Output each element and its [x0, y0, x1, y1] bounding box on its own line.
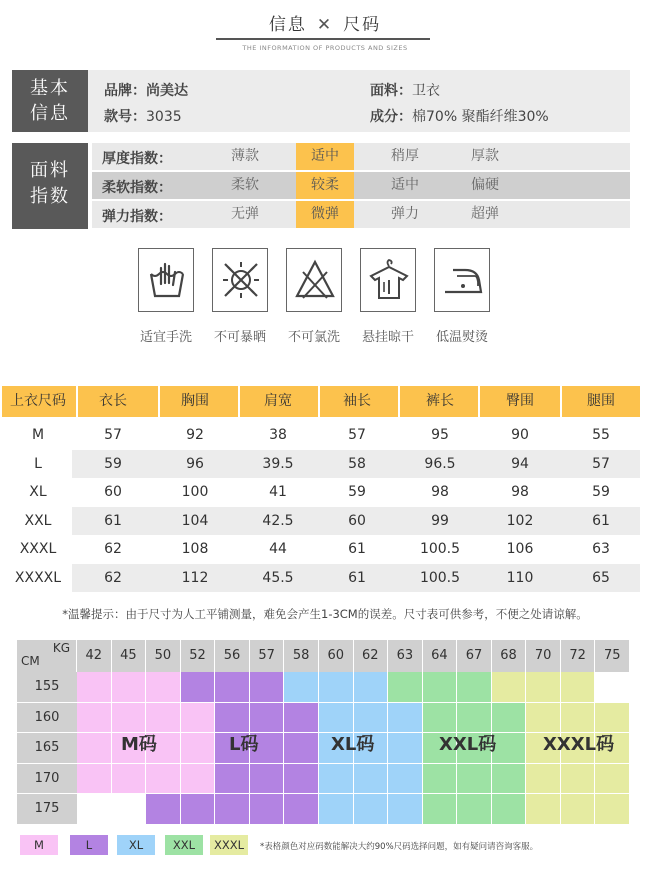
care-caption: 低温熨烫	[435, 330, 488, 345]
fabric-value: 卫衣	[412, 83, 440, 99]
size-cell-xxl	[457, 703, 492, 734]
size-header-cell: 裤长	[426, 393, 454, 409]
weight-header: 50	[146, 640, 181, 672]
size-cell-xl	[388, 794, 423, 825]
title-size: 尺码	[343, 15, 382, 35]
care-caption: 适宜手洗	[139, 330, 192, 345]
size-cell-xl	[354, 703, 389, 734]
zone-label: L码	[229, 734, 259, 755]
fabric-field	[370, 80, 440, 100]
fabric-index-label-line1: 面料	[30, 160, 70, 181]
height-header: 170	[17, 764, 77, 795]
hand-wash-icon	[138, 248, 194, 312]
height-header: 155	[17, 672, 77, 703]
size-cell-l	[284, 733, 319, 764]
size-cell-m	[77, 703, 112, 734]
zone-label: M码	[121, 734, 157, 755]
fabric-index-name: 厚度指数：	[102, 151, 172, 167]
size-cell-xxl	[457, 764, 492, 795]
fabric-option-selected: 适中	[296, 143, 354, 170]
fabric-index-panel	[12, 143, 630, 229]
size-table-cell: 57	[592, 455, 610, 472]
size-table-cell: 112	[181, 569, 209, 586]
fabric-option: 柔软	[231, 177, 259, 193]
size-table-cell: 60	[348, 512, 366, 529]
weight-header: 72	[561, 640, 596, 672]
size-cell-xxl	[423, 703, 458, 734]
brand-key: 品牌：	[104, 83, 146, 99]
fabric-option-selected: 较柔	[296, 172, 354, 199]
size-cell-m	[77, 764, 112, 795]
size-cell-m	[112, 672, 147, 703]
size-table-cell: 106	[506, 541, 534, 557]
no-sun-icon	[212, 248, 268, 312]
size-table-cell: 90	[511, 427, 529, 443]
fabric-key: 面料：	[370, 83, 412, 99]
low-iron-icon	[434, 248, 490, 312]
size-cell-xl	[319, 764, 354, 795]
size-table-cell: M	[31, 427, 45, 443]
size-table-row	[0, 507, 650, 535]
size-header-cell: 臀围	[506, 393, 534, 409]
size-cell-l	[284, 764, 319, 795]
legend-note: *表格颜色对应码数能解决大约90%尺码选择问题，如有疑问请咨询客服。	[260, 842, 539, 852]
size-cell-xxl	[388, 672, 423, 703]
size-cell-xxxl	[561, 672, 596, 703]
size-cell-l	[250, 764, 285, 795]
size-cell-xxxl	[561, 794, 596, 825]
size-table-cell: 60	[104, 484, 122, 500]
size-table-cell: XL	[29, 484, 47, 500]
size-table-cell: 65	[592, 569, 610, 586]
weight-header: 52	[181, 640, 216, 672]
care-caption: 不可暴晒	[213, 330, 266, 345]
basic-info-panel	[12, 70, 630, 132]
measurement-tip: *温馨提示：由于尺寸为人工平铺测量，难免会产生1-3CM的误差。尺寸表可供参考，不便之处请谅解。	[62, 607, 588, 621]
cm-label: CM	[21, 654, 40, 668]
fabric-index-name: 柔软指数：	[102, 180, 172, 196]
fabric-index-row	[92, 143, 630, 170]
size-cell-m	[181, 703, 216, 734]
weight-header: 70	[526, 640, 561, 672]
size-cell-xl	[388, 733, 423, 764]
size-table-cell: 59	[592, 484, 610, 500]
size-cell-empty	[595, 672, 630, 703]
size-cell-l	[215, 794, 250, 825]
section-title	[0, 10, 650, 35]
no-bleach-icon	[286, 248, 342, 312]
size-cell-m	[77, 733, 112, 764]
size-table-cell: 61	[348, 569, 366, 586]
size-cell-m	[146, 703, 181, 734]
legend-swatch-xxxl: XXXL	[210, 835, 248, 855]
weight-header: 64	[423, 640, 458, 672]
title-info: 信息	[268, 15, 307, 35]
fabric-option: 无弹	[231, 206, 259, 222]
size-cell-xxxl	[526, 764, 561, 795]
composition-field	[370, 106, 549, 126]
size-table-cell: 102	[506, 512, 534, 529]
size-table-cell: 58	[348, 455, 366, 472]
fabric-index-label-line2: 指数	[30, 186, 70, 207]
basic-info-label	[12, 70, 88, 132]
size-table-cell: 57	[348, 427, 366, 443]
fabric-option: 弹力	[391, 206, 419, 222]
size-cell-xxl	[423, 672, 458, 703]
weight-header: 42	[77, 640, 112, 672]
legend-swatch-xl: XL	[117, 835, 155, 855]
size-table-cell: L	[34, 455, 42, 472]
size-cell-l	[284, 703, 319, 734]
style-key: 款号：	[104, 109, 146, 125]
basic-info-label-line1: 基本	[30, 78, 70, 99]
brand-value: 尚美达	[146, 83, 188, 99]
size-cell-xxl	[492, 703, 527, 734]
size-cell-xxxl	[561, 764, 596, 795]
size-cell-l	[250, 703, 285, 734]
size-header-cell: 衣长	[99, 393, 127, 409]
size-cell-xl	[319, 703, 354, 734]
style-value: 3035	[146, 109, 182, 125]
size-table-cell: 99	[431, 512, 449, 529]
size-table-cell: 57	[104, 427, 122, 443]
height-header: 160	[17, 703, 77, 734]
fabric-option-selected: 微弹	[296, 201, 354, 228]
size-table-cell: 100	[181, 484, 209, 500]
size-cell-xxxl	[561, 703, 596, 734]
size-cell-xxl	[423, 794, 458, 825]
weight-header: 75	[595, 640, 630, 672]
zone-label: XXXL码	[543, 734, 615, 755]
size-cell-l	[215, 672, 250, 703]
size-cell-l	[215, 703, 250, 734]
size-cell-xxl	[492, 764, 527, 795]
size-table-cell: 110	[506, 569, 534, 586]
title-separator: ✕	[316, 15, 334, 35]
size-cell-xl	[319, 672, 354, 703]
fabric-index-name: 弹力指数：	[102, 209, 172, 225]
size-cell-l	[215, 764, 250, 795]
fabric-option: 厚款	[471, 148, 499, 164]
size-table-row	[0, 564, 650, 592]
weight-header: 45	[112, 640, 147, 672]
size-cell-m	[112, 764, 147, 795]
size-table-header	[0, 386, 650, 417]
size-color-legend	[20, 835, 630, 857]
care-caption: 悬挂晾干	[361, 330, 414, 345]
size-table-cell: 96	[186, 455, 204, 472]
composition-key: 成分：	[370, 109, 412, 125]
size-cell-m	[181, 764, 216, 795]
fabric-option: 薄款	[231, 148, 259, 164]
size-table-row	[0, 421, 650, 449]
size-table-cell: XXL	[24, 512, 52, 529]
basic-info-label-line2: 信息	[30, 103, 70, 124]
size-header-cell: 上衣尺码	[10, 393, 66, 409]
size-table-cell: 39.5	[262, 455, 294, 472]
size-table-cell: 41	[269, 484, 287, 500]
size-cell-xxxl	[595, 703, 630, 734]
size-cell-m	[146, 764, 181, 795]
size-table-cell: 94	[511, 455, 529, 472]
size-cell-empty	[112, 794, 147, 825]
title-underline	[216, 38, 430, 40]
grid-corner	[17, 640, 77, 672]
size-table-cell: XXXXL	[14, 569, 62, 586]
brand-field	[104, 80, 188, 100]
legend-swatch-xxl: XXL	[165, 835, 203, 855]
hang-dry-icon	[360, 248, 416, 312]
size-table-cell: 108	[181, 541, 209, 557]
size-cell-xxl	[457, 794, 492, 825]
fabric-index-label	[12, 143, 88, 229]
fabric-index-row	[92, 172, 630, 199]
size-table-cell: 61	[592, 512, 610, 529]
size-header-cell: 袖长	[343, 393, 371, 409]
size-cell-m	[181, 733, 216, 764]
zone-label: XL码	[331, 734, 375, 755]
weight-header: 60	[319, 640, 354, 672]
fabric-option: 适中	[391, 177, 419, 193]
size-table-cell: 63	[592, 541, 610, 557]
size-cell-l	[250, 672, 285, 703]
weight-header: 56	[215, 640, 250, 672]
size-cell-m	[112, 703, 147, 734]
size-cell-xxxl	[526, 672, 561, 703]
size-header-cell: 腿围	[587, 393, 615, 409]
height-header: 175	[17, 794, 77, 825]
size-cell-xl	[388, 703, 423, 734]
weight-header: 68	[492, 640, 527, 672]
size-table-cell: 59	[348, 484, 366, 500]
size-header-cell: 胸围	[181, 393, 209, 409]
size-table-cell: 62	[104, 541, 122, 557]
care-caption: 不可氯洗	[287, 330, 340, 345]
size-cell-m	[146, 672, 181, 703]
size-cell-xl	[388, 764, 423, 795]
weight-header: 57	[250, 640, 285, 672]
size-cell-xxxl	[492, 672, 527, 703]
size-cell-l	[284, 794, 319, 825]
fabric-option: 稍厚	[391, 148, 419, 164]
size-cell-xxxl	[526, 794, 561, 825]
size-table-cell: 98	[431, 484, 449, 500]
weight-header: 62	[354, 640, 389, 672]
size-cell-xl	[354, 672, 389, 703]
size-table-cell: 96.5	[424, 455, 456, 472]
size-cell-l	[181, 794, 216, 825]
size-header-cell: 肩宽	[264, 393, 292, 409]
size-table-cell: 104	[181, 512, 209, 529]
legend-swatch-l: L	[70, 835, 108, 855]
size-cell-xxl	[492, 794, 527, 825]
size-table-cell: 100.5	[419, 569, 461, 586]
size-table-row	[0, 535, 650, 563]
fabric-index-row	[92, 201, 630, 228]
size-recommend-grid	[17, 640, 630, 828]
size-table-cell: 95	[431, 427, 449, 443]
size-table-cell: 38	[269, 427, 287, 443]
size-cell-xxxl	[595, 764, 630, 795]
weight-header: 67	[457, 640, 492, 672]
size-table-cell: 55	[592, 427, 610, 443]
weight-header: 63	[388, 640, 423, 672]
size-cell-xxl	[492, 733, 527, 764]
size-table-cell: 61	[104, 512, 122, 529]
size-table-row	[0, 450, 650, 478]
size-table-cell: XXXL	[19, 541, 57, 557]
size-table-cell: 62	[104, 569, 122, 586]
size-table-cell: 98	[511, 484, 529, 500]
fabric-option: 偏硬	[471, 177, 499, 193]
size-table-row	[0, 478, 650, 506]
size-cell-l	[146, 794, 181, 825]
size-cell-xxxl	[526, 703, 561, 734]
size-cell-xl	[284, 672, 319, 703]
size-cell-xl	[319, 794, 354, 825]
style-field	[104, 106, 182, 126]
size-cell-xxl	[457, 672, 492, 703]
size-cell-xxl	[423, 764, 458, 795]
size-cell-xxxl	[595, 794, 630, 825]
zone-label: XXL码	[439, 734, 497, 755]
size-table-cell: 61	[348, 541, 366, 557]
weight-header: 58	[284, 640, 319, 672]
height-header: 165	[17, 733, 77, 764]
size-table-cell: 42.5	[262, 512, 294, 529]
size-cell-l	[181, 672, 216, 703]
size-table-cell: 45.5	[262, 569, 294, 586]
size-table-cell: 92	[186, 427, 204, 443]
section-subtitle: THE INFORMATION OF PRODUCTS AND SIZES	[242, 44, 408, 52]
size-table-cell: 100.5	[419, 541, 461, 557]
composition-value: 棉70% 聚酯纤维30%	[412, 109, 549, 125]
size-table-cell: 44	[269, 541, 287, 557]
size-cell-m	[77, 672, 112, 703]
size-cell-l	[250, 794, 285, 825]
section-header	[0, 0, 650, 60]
size-cell-xl	[354, 794, 389, 825]
size-table-cell: 59	[104, 455, 122, 472]
legend-swatch-m: M	[20, 835, 58, 855]
fabric-option: 超弹	[471, 206, 499, 222]
size-cell-empty	[77, 794, 112, 825]
kg-label: KG	[52, 641, 70, 655]
size-cell-xl	[354, 764, 389, 795]
